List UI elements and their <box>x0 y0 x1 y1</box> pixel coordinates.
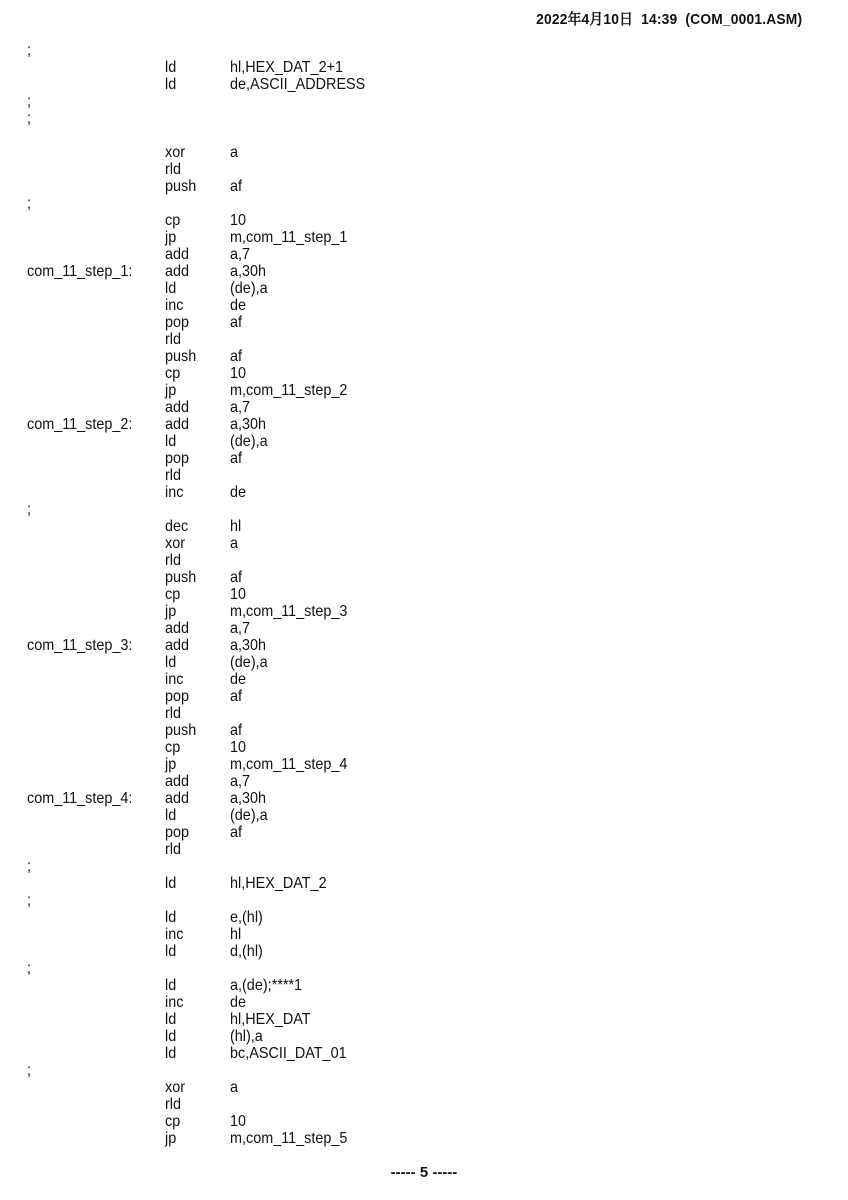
line-opcode: xor <box>165 1079 186 1096</box>
line-operand: m,com_11_step_2 <box>230 382 348 399</box>
line-operand: (de),a <box>230 433 268 450</box>
code-line <box>0 994 848 1011</box>
code-line <box>0 1096 848 1113</box>
page-number: ----- 5 ----- <box>390 1164 458 1181</box>
line-operand: e,(hl) <box>230 909 263 926</box>
line-opcode: add <box>165 416 190 433</box>
line-opcode: ld <box>165 909 177 926</box>
code-line <box>0 1045 848 1062</box>
line-operand: m,com_11_step_5 <box>230 1130 348 1147</box>
line-operand: a <box>230 1079 239 1096</box>
code-line <box>0 195 848 212</box>
code-line <box>0 331 848 348</box>
code-line <box>0 229 848 246</box>
line-opcode: rld <box>165 1096 182 1113</box>
line-label: com_11_step_1: <box>27 263 133 280</box>
line-opcode: add <box>165 246 190 263</box>
line-opcode: rld <box>165 467 182 484</box>
line-opcode: add <box>165 399 190 416</box>
line-label: ; <box>27 858 32 875</box>
line-operand: af <box>230 824 243 841</box>
code-line <box>0 297 848 314</box>
code-line <box>0 280 848 297</box>
line-opcode: jp <box>165 756 177 773</box>
line-opcode: cp <box>165 365 181 382</box>
line-label: ; <box>27 195 32 212</box>
line-opcode: dec <box>165 518 189 535</box>
line-operand: 10 <box>230 586 247 603</box>
line-opcode: ld <box>165 1045 177 1062</box>
line-label: ; <box>27 110 32 127</box>
code-line <box>0 450 848 467</box>
code-line <box>0 246 848 263</box>
line-opcode: add <box>165 263 190 280</box>
line-operand: a,7 <box>230 620 251 637</box>
line-opcode: pop <box>165 824 190 841</box>
line-label: ; <box>27 93 32 110</box>
code-line <box>0 76 848 93</box>
line-operand: de,ASCII_ADDRESS <box>230 76 366 93</box>
code-listing <box>0 42 848 1147</box>
code-line <box>0 59 848 76</box>
code-line <box>0 977 848 994</box>
line-opcode: add <box>165 790 190 807</box>
line-operand: a,7 <box>230 246 251 263</box>
line-opcode: cp <box>165 212 181 229</box>
code-line <box>0 569 848 586</box>
line-opcode: pop <box>165 314 190 331</box>
code-line <box>0 501 848 518</box>
code-line <box>0 1079 848 1096</box>
line-opcode: rld <box>165 705 182 722</box>
line-operand: (de),a <box>230 654 268 671</box>
line-opcode: ld <box>165 943 177 960</box>
line-opcode: push <box>165 348 197 365</box>
code-line <box>0 161 848 178</box>
code-line <box>0 382 848 399</box>
line-operand: a,7 <box>230 399 251 416</box>
line-operand: af <box>230 314 243 331</box>
line-operand: hl <box>230 926 242 943</box>
line-operand: af <box>230 569 243 586</box>
line-opcode: add <box>165 637 190 654</box>
line-operand: af <box>230 348 243 365</box>
line-opcode: ld <box>165 59 177 76</box>
code-line <box>0 1028 848 1045</box>
line-operand: af <box>230 722 243 739</box>
code-line <box>0 263 848 280</box>
code-line <box>0 603 848 620</box>
line-operand: a,(de);****1 <box>230 977 303 994</box>
line-opcode: inc <box>165 994 184 1011</box>
line-operand: a,7 <box>230 773 251 790</box>
line-opcode: pop <box>165 688 190 705</box>
line-label: ; <box>27 42 32 59</box>
line-label: com_11_step_4: <box>27 790 133 807</box>
line-operand: hl,HEX_DAT_2+1 <box>230 59 343 76</box>
line-opcode: jp <box>165 1130 177 1147</box>
code-line <box>0 93 848 110</box>
line-operand: (hl),a <box>230 1028 263 1045</box>
line-opcode: ld <box>165 977 177 994</box>
code-line <box>0 739 848 756</box>
line-operand: a <box>230 144 239 161</box>
line-opcode: ld <box>165 433 177 450</box>
line-opcode: cp <box>165 586 181 603</box>
line-operand: 10 <box>230 739 247 756</box>
line-label: ; <box>27 892 32 909</box>
code-line <box>0 535 848 552</box>
line-label: ; <box>27 960 32 977</box>
code-line <box>0 1062 848 1079</box>
line-operand: de <box>230 484 247 501</box>
line-operand: 10 <box>230 1113 247 1130</box>
code-line <box>0 552 848 569</box>
line-opcode: ld <box>165 1028 177 1045</box>
line-opcode: cp <box>165 739 181 756</box>
code-line <box>0 467 848 484</box>
line-operand: de <box>230 297 247 314</box>
line-opcode: ld <box>165 807 177 824</box>
code-line <box>0 127 848 144</box>
line-opcode: push <box>165 569 197 586</box>
code-line <box>0 620 848 637</box>
line-operand: a,30h <box>230 263 267 280</box>
line-opcode: jp <box>165 382 177 399</box>
line-operand: af <box>230 688 243 705</box>
code-line <box>0 841 848 858</box>
line-operand: de <box>230 671 247 688</box>
line-opcode: pop <box>165 450 190 467</box>
code-line <box>0 1113 848 1130</box>
line-operand: d,(hl) <box>230 943 263 960</box>
code-line <box>0 688 848 705</box>
line-operand: a <box>230 535 239 552</box>
code-line <box>0 433 848 450</box>
line-opcode: push <box>165 178 197 195</box>
line-operand: hl,HEX_DAT_2 <box>230 875 327 892</box>
code-line <box>0 892 848 909</box>
line-operand: a,30h <box>230 416 267 433</box>
code-line <box>0 586 848 603</box>
code-line <box>0 824 848 841</box>
line-opcode: jp <box>165 229 177 246</box>
line-opcode: inc <box>165 926 184 943</box>
code-line <box>0 399 848 416</box>
line-opcode: inc <box>165 297 184 314</box>
code-line <box>0 1130 848 1147</box>
code-line <box>0 348 848 365</box>
code-line <box>0 654 848 671</box>
line-operand: bc,ASCII_DAT_01 <box>230 1045 347 1062</box>
line-opcode: rld <box>165 161 182 178</box>
line-operand: af <box>230 450 243 467</box>
code-line <box>0 790 848 807</box>
code-line <box>0 1011 848 1028</box>
line-operand: m,com_11_step_1 <box>230 229 348 246</box>
code-line <box>0 875 848 892</box>
line-operand: (de),a <box>230 280 268 297</box>
code-line <box>0 756 848 773</box>
code-line <box>0 858 848 875</box>
line-opcode: jp <box>165 603 177 620</box>
line-opcode: add <box>165 620 190 637</box>
line-opcode: ld <box>165 280 177 297</box>
line-opcode: ld <box>165 1011 177 1028</box>
line-label: ; <box>27 501 32 518</box>
line-opcode: xor <box>165 144 186 161</box>
code-line <box>0 926 848 943</box>
code-line <box>0 909 848 926</box>
line-opcode: ld <box>165 654 177 671</box>
code-line <box>0 314 848 331</box>
code-line <box>0 42 848 59</box>
code-line <box>0 722 848 739</box>
line-opcode: xor <box>165 535 186 552</box>
line-operand: af <box>230 178 243 195</box>
line-opcode: rld <box>165 552 182 569</box>
code-line <box>0 416 848 433</box>
code-line <box>0 518 848 535</box>
code-line <box>0 807 848 824</box>
line-label: com_11_step_2: <box>27 416 133 433</box>
line-opcode: rld <box>165 331 182 348</box>
code-line <box>0 943 848 960</box>
code-line <box>0 705 848 722</box>
code-line <box>0 637 848 654</box>
line-opcode: ld <box>165 875 177 892</box>
line-operand: m,com_11_step_3 <box>230 603 348 620</box>
line-operand: 10 <box>230 212 247 229</box>
code-line <box>0 671 848 688</box>
code-line <box>0 484 848 501</box>
code-line <box>0 144 848 161</box>
line-operand: hl,HEX_DAT <box>230 1011 311 1028</box>
page-header: 2022年4月10日 14:39 (COM_0001.ASM) <box>535 11 802 28</box>
line-operand: a,30h <box>230 637 267 654</box>
line-operand: m,com_11_step_4 <box>230 756 348 773</box>
line-operand: (de),a <box>230 807 268 824</box>
line-label: ; <box>27 1062 32 1079</box>
line-opcode: ld <box>165 76 177 93</box>
line-opcode: inc <box>165 671 184 688</box>
line-opcode: rld <box>165 841 182 858</box>
line-operand: de <box>230 994 247 1011</box>
code-line <box>0 110 848 127</box>
code-line <box>0 365 848 382</box>
line-operand: a,30h <box>230 790 267 807</box>
line-operand: 10 <box>230 365 247 382</box>
code-line <box>0 212 848 229</box>
line-opcode: push <box>165 722 197 739</box>
line-opcode: add <box>165 773 190 790</box>
line-opcode: inc <box>165 484 184 501</box>
code-line <box>0 178 848 195</box>
line-opcode: cp <box>165 1113 181 1130</box>
code-line <box>0 773 848 790</box>
line-operand: hl <box>230 518 242 535</box>
line-label: com_11_step_3: <box>27 637 133 654</box>
code-line <box>0 960 848 977</box>
